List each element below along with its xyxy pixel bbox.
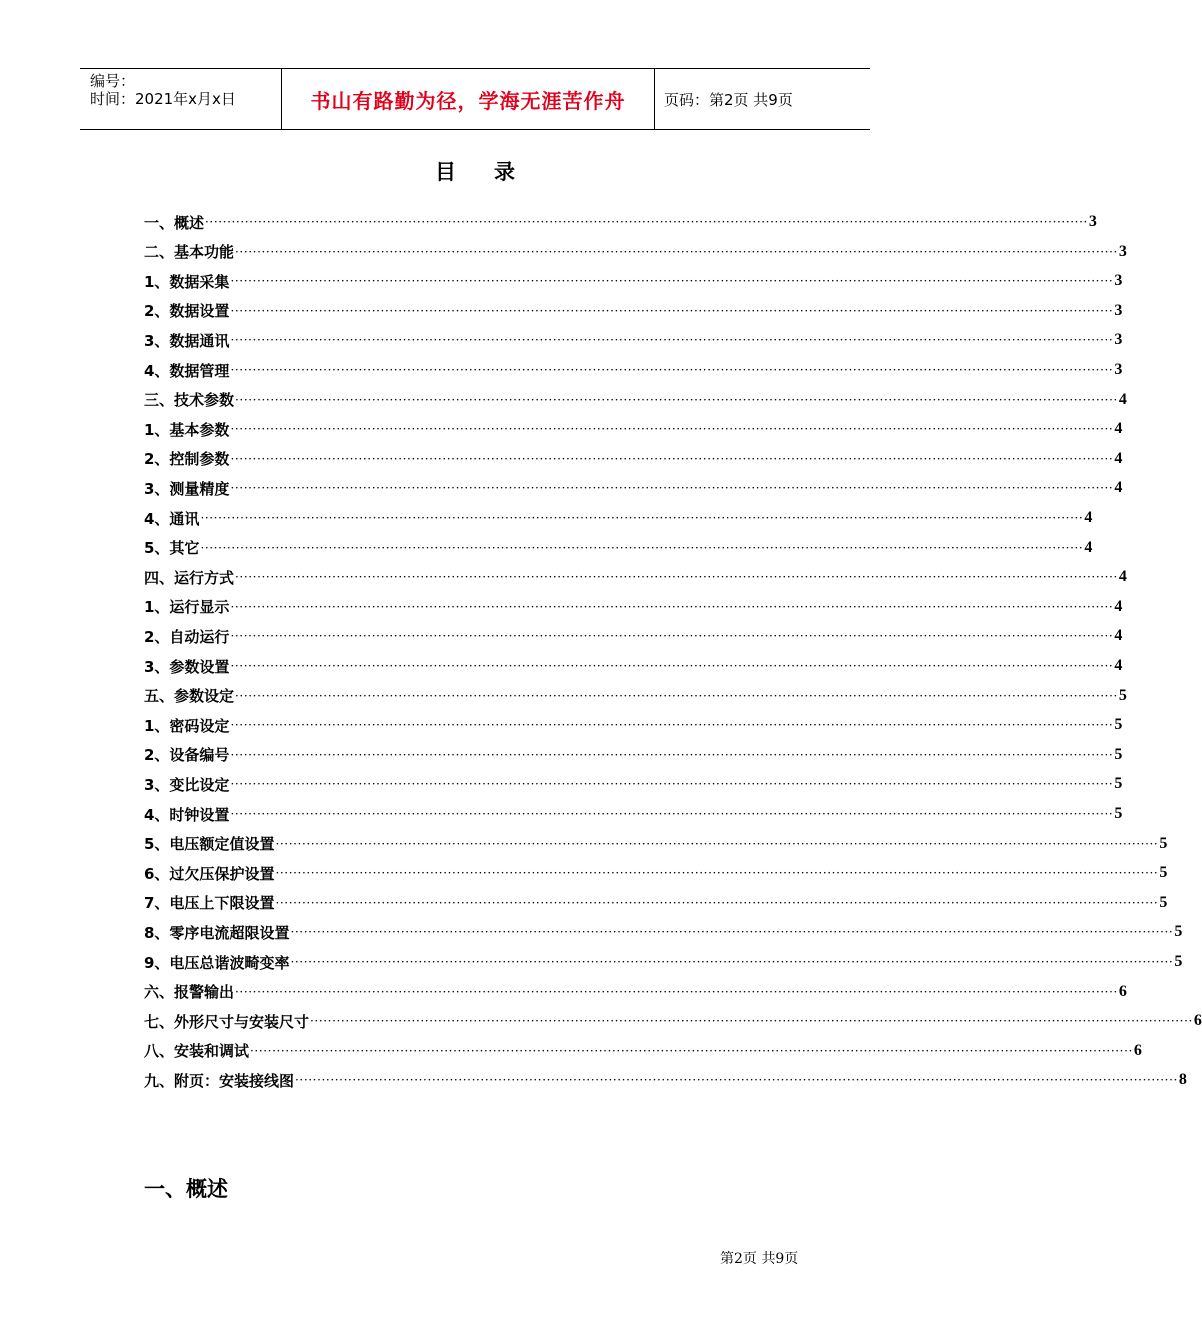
header-motto-cell	[282, 69, 655, 129]
toc-entry[interactable]	[144, 1036, 1142, 1066]
toc-entry[interactable]	[144, 977, 1127, 1007]
toc-entry[interactable]	[144, 621, 1123, 651]
toc-leader-dots: ········································································································································································································	[205, 215, 1088, 229]
toc-leader-dots: ········································································································································································································	[230, 807, 1114, 821]
toc-entry[interactable]	[144, 858, 1168, 888]
page-header	[80, 68, 870, 130]
toc-entry[interactable]	[144, 769, 1123, 799]
section-heading: 一、概述	[144, 1177, 228, 1201]
toc-entry[interactable]	[144, 207, 1097, 237]
toc-leader-dots: ········································································································································································································	[290, 925, 1174, 940]
toc-entry-page: 4	[1118, 390, 1127, 408]
toc-leader-dots: ········································································································································································································	[290, 955, 1174, 969]
toc-entry-page: 3	[1118, 242, 1127, 260]
toc-entry-label: 4、时钟设置	[144, 805, 230, 824]
toc-entry[interactable]	[144, 266, 1123, 296]
toc-entry[interactable]	[144, 414, 1123, 444]
number-label: 编号：	[90, 72, 136, 90]
toc-entry-label: 八、安装和调试	[144, 1042, 250, 1061]
toc-entry-label: 四、运行方式	[144, 568, 235, 587]
toc-entry-page: 6	[1118, 982, 1127, 1000]
toc-entry[interactable]	[144, 947, 1183, 977]
toc-entry-label: 一、概述	[144, 213, 205, 232]
toc-entry[interactable]	[144, 740, 1123, 770]
toc-leader-dots: ········································································································································································································	[200, 511, 1084, 525]
toc-entry-page: 4	[1118, 568, 1127, 586]
toc-entry[interactable]	[144, 592, 1123, 622]
toc-leader-dots: ········································································································································································································	[275, 895, 1159, 910]
toc-entry-page: 4	[1114, 420, 1123, 438]
toc-leader-dots: ········································································································································································································	[275, 836, 1159, 851]
toc-entry-page: 5	[1114, 805, 1123, 822]
toc-entry[interactable]	[144, 325, 1123, 355]
toc-entry[interactable]	[144, 355, 1123, 385]
toc-entry-label: 4、通讯	[144, 509, 200, 528]
toc-entry-label: 1、数据采集	[144, 272, 230, 291]
toc-entry-page: 5	[1159, 834, 1168, 852]
toc-leader-dots: ········································································································································································································	[230, 363, 1114, 377]
toc-entry-label: 三、技术参数	[144, 391, 235, 410]
toc-entry-label: 8、零序电流超限设置	[144, 923, 290, 942]
toc-entry[interactable]	[144, 917, 1183, 947]
toc-entry-label: 9、电压总谐波畸变率	[144, 953, 290, 972]
toc-entry-page: 3	[1088, 213, 1097, 230]
toc-entry-page: 4	[1114, 627, 1123, 645]
toc-entry-label: 九、附页：安装接线图	[144, 1071, 295, 1090]
toc-leader-dots: ········································································································································································································	[230, 274, 1114, 289]
toc-leader-dots: ········································································································································································································	[230, 599, 1114, 614]
toc-entry-page: 5	[1114, 745, 1123, 763]
toc-entry-page: 8	[1178, 1071, 1187, 1089]
toc-entry-page: 3	[1114, 361, 1123, 378]
toc-entry-label: 2、控制参数	[144, 450, 230, 469]
toc-leader-dots: ········································································································································································································	[230, 303, 1114, 318]
toc-entry-label: 6、过欠压保护设置	[144, 864, 275, 883]
header-meta	[80, 69, 282, 129]
toc-entry-label: 二、基本功能	[144, 243, 235, 262]
toc-entry-label: 五、参数设定	[144, 687, 235, 706]
toc-entry-page: 3	[1114, 272, 1123, 290]
toc-entry-page: 4	[1114, 657, 1123, 674]
toc-leader-dots: ········································································································································································································	[250, 1043, 1133, 1058]
toc-entry[interactable]	[144, 1065, 1187, 1095]
toc-entry[interactable]	[144, 385, 1127, 415]
toc-leader-dots: ········································································································································································································	[230, 333, 1114, 348]
toc-entry-label: 3、测量精度	[144, 479, 230, 498]
toc-leader-dots: ········································································································································································································	[235, 570, 1118, 585]
toc-entry-label: 七、外形尺寸与安装尺寸	[144, 1012, 310, 1031]
toc-leader-dots: ········································································································································································································	[230, 481, 1114, 496]
toc-entry-page: 6	[1193, 1012, 1202, 1030]
toc-entry-label: 3、数据通讯	[144, 331, 230, 350]
page-footer: 第2页 共9页	[720, 1251, 799, 1267]
toc-title: 目录	[435, 160, 553, 184]
toc-entry-label: 2、数据设置	[144, 302, 230, 321]
toc-entry[interactable]	[144, 562, 1127, 592]
toc-entry[interactable]	[144, 1006, 1202, 1036]
toc-entry-label: 1、基本参数	[144, 420, 230, 439]
toc-entry[interactable]	[144, 888, 1168, 918]
toc-entry-page: 3	[1114, 331, 1123, 349]
toc-entry-label: 7、电压上下限设置	[144, 894, 275, 913]
toc-entry[interactable]	[144, 710, 1123, 740]
toc-entry[interactable]	[144, 799, 1123, 829]
toc-leader-dots: ········································································································································································································	[235, 392, 1118, 407]
toc-leader-dots: ········································································································································································································	[230, 777, 1114, 792]
toc-leader-dots: ········································································································································································································	[235, 244, 1118, 259]
toc-entry-page: 4	[1084, 538, 1093, 556]
toc-entry-page: 4	[1114, 449, 1123, 467]
toc-entry-label: 5、其它	[144, 539, 200, 558]
toc-entry-page: 6	[1133, 1041, 1142, 1059]
toc-entry[interactable]	[144, 444, 1123, 474]
toc-entry-label: 1、密码设定	[144, 716, 230, 735]
toc-entry-label: 2、自动运行	[144, 627, 230, 646]
toc-leader-dots: ········································································································································································································	[230, 747, 1114, 762]
toc-leader-dots: ········································································································································································································	[230, 718, 1114, 733]
toc-leader-dots: ········································································································································································································	[230, 659, 1114, 673]
toc-entry-label: 3、变比设定	[144, 775, 230, 794]
toc-entry[interactable]	[144, 829, 1168, 859]
toc-entry[interactable]	[144, 473, 1123, 503]
toc-entry-page: 5	[1114, 716, 1123, 734]
header-page-info: 页码：第2页 共9页	[664, 90, 793, 109]
time-label: 时间：2021年x月x日	[90, 90, 236, 108]
toc-entry-label: 3、参数设置	[144, 657, 230, 676]
toc-entry-label: 2、设备编号	[144, 746, 230, 765]
toc-leader-dots: ········································································································································································································	[235, 984, 1118, 999]
toc-leader-dots: ········································································································································································································	[200, 540, 1084, 555]
toc-leader-dots: ········································································································································································································	[310, 1014, 1193, 1029]
toc-entry[interactable]	[144, 681, 1127, 711]
motto: 书山有路勤为径，学海无涯苦作舟	[310, 88, 626, 113]
toc-leader-dots: ········································································································································································································	[230, 422, 1114, 437]
toc-entry-page: 4	[1084, 509, 1093, 526]
toc-entry-page: 5	[1174, 953, 1183, 970]
header-page-cell	[655, 69, 870, 129]
toc-leader-dots: ········································································································································································································	[230, 629, 1114, 644]
toc-entry-label: 1、运行显示	[144, 598, 230, 617]
toc-entry-page: 5	[1159, 893, 1168, 911]
toc-entry-page: 4	[1114, 597, 1123, 615]
toc-entry[interactable]	[144, 503, 1093, 533]
toc-entry[interactable]	[144, 533, 1093, 563]
toc-entry-page: 5	[1114, 775, 1123, 793]
toc-entry-page: 3	[1114, 301, 1123, 319]
toc-entry-page: 5	[1174, 923, 1183, 941]
toc-entry-label: 5、电压额定值设置	[144, 835, 275, 854]
toc-entry-label: 4、数据管理	[144, 361, 230, 380]
toc-entry-page: 5	[1118, 686, 1127, 704]
toc-leader-dots: ········································································································································································································	[295, 1073, 1178, 1088]
toc-entry-label: 六、报警输出	[144, 983, 235, 1002]
toc-entry[interactable]	[144, 237, 1127, 267]
toc-entry-page: 5	[1159, 864, 1168, 882]
toc-entry[interactable]	[144, 296, 1123, 326]
toc-entry-page: 4	[1114, 479, 1123, 497]
toc-leader-dots: ········································································································································································································	[235, 688, 1118, 703]
toc-entry[interactable]	[144, 651, 1123, 681]
toc-leader-dots: ········································································································································································································	[275, 866, 1159, 881]
toc-leader-dots: ········································································································································································································	[230, 451, 1114, 466]
